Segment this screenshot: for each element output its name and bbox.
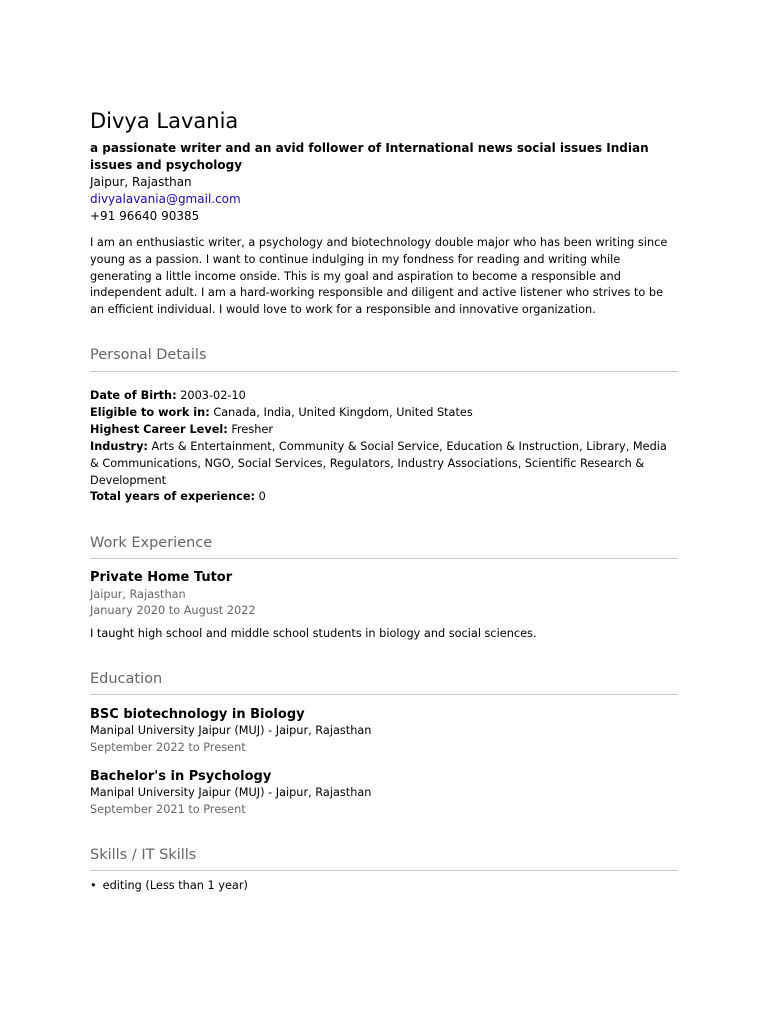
eligible-row — [90, 405, 678, 422]
section-title-skills: Skills / IT Skills — [90, 847, 197, 863]
list-item: • editing (Less than 1 year) — [90, 878, 248, 894]
section-title-work-experience: Work Experience — [90, 535, 213, 551]
career-level-label: Highest Career Level: — [90, 423, 228, 436]
section-divider — [90, 371, 678, 372]
dob-label: Date of Birth: — [90, 389, 177, 402]
location: Jaipur, Rajasthan — [90, 175, 192, 189]
phone: +91 96640 90385 — [90, 209, 200, 223]
education-dates: September 2021 to Present — [90, 803, 246, 816]
education-degree: Bachelor's in Psychology — [90, 769, 272, 784]
section-divider — [90, 558, 678, 559]
experience-value: 0 — [258, 490, 266, 503]
career-level-value: Fresher — [231, 423, 274, 436]
eligible-value: Canada, India, United Kingdom, United States — [213, 406, 473, 419]
education-school: Manipal University Jaipur (MUJ) - Jaipur, Rajasthan — [90, 786, 372, 799]
education-dates: September 2022 to Present — [90, 741, 246, 754]
education-school: Manipal University Jaipur (MUJ) - Jaipur, Rajasthan — [90, 724, 372, 737]
industry-value: Arts & Entertainment, Community & Social Service, Education & Instruction, Library, Media & Communications, NGO, Social Services, Regulators, Industry Associations, Scientific Research & Development — [90, 440, 667, 487]
job-description: I taught high school and middle school students in biology and social sciences. — [90, 627, 537, 640]
candidate-name: Divya Lavania — [90, 109, 239, 133]
email-link[interactable]: divyalavania@gmail.com — [90, 192, 241, 206]
dob-value: 2003-02-10 — [180, 389, 246, 402]
section-divider — [90, 694, 678, 695]
job-title: Private Home Tutor — [90, 570, 233, 585]
experience-row — [90, 489, 678, 506]
job-dates: January 2020 to August 2022 — [90, 604, 256, 617]
job-location: Jaipur, Rajasthan — [90, 588, 186, 601]
industry-label: Industry: — [90, 440, 148, 453]
dob-row — [90, 388, 678, 405]
section-title-education: Education — [90, 671, 163, 687]
experience-label: Total years of experience: — [90, 490, 256, 503]
career-level-row — [90, 422, 678, 439]
industry-row — [90, 439, 678, 489]
section-divider — [90, 870, 678, 871]
section-title-personal-details: Personal Details — [90, 347, 207, 363]
headline: a passionate writer and an avid follower of International news social issues Indian issues and psychology — [90, 141, 649, 172]
education-degree: BSC biotechnology in Biology — [90, 707, 305, 722]
eligible-label: Eligible to work in: — [90, 406, 210, 419]
summary-paragraph: I am an enthusiastic writer, a psychology and biotechnology double major who has been writing since young as a passion. I want to continue indulging in my fondness for reading and writing while generating a little income onside. This is my goal and aspiration to become a responsible and independent adult. I am a hard-working responsible and diligent and active listener who strives to be an efficient individual. I would love to work for a responsible and innovative organization. — [90, 236, 668, 317]
skills-list — [90, 878, 248, 894]
